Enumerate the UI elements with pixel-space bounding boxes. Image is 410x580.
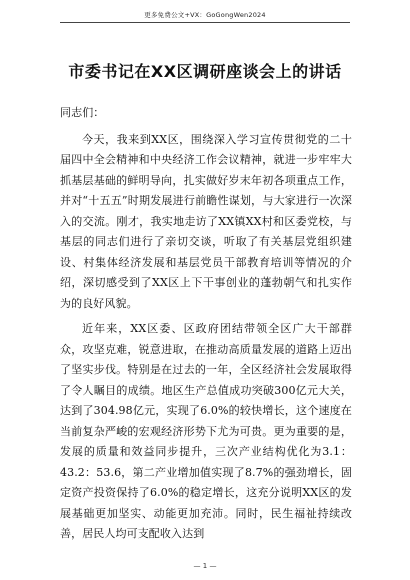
paragraph-2: 近年来，XX区委、区政府团结带领全区广大干部群众，攻坚克难，锐意进取，在推动高质量发展的道路上迈出了坚实步伐。特别是在过去的一年，全区经济社会发展取得了令人瞩目的成绩。地区生产总值成功突破300亿元大关，达到了304.98亿元，实现了6.0%的较快增长，这个速度在当前复杂严峻的宏观经济形势下尤为可贵。更为重要的是，发展的质量和效益同步提升，三次产业结构优化为3.1：43.2：53.6，第二产业增加值实现了8.7%的强劲增长，固定资产投资保持了6.0%的稳定增长，这充分说明XX区的发展基础更加坚实、动能更加充沛。同时，民生福祉持续改善，居民人均可支配收入达到 <box>60 322 352 540</box>
document-body <box>60 103 352 550</box>
salutation: 同志们： <box>60 106 105 119</box>
page-number: — 1 — <box>193 562 217 570</box>
paragraph-1: 今天，我来到XX区，围绕深入学习宣传贯彻党的二十届四中全会精神和中央经济工作会议精神，就进一步牢牢大抓基层基础的鲜明导向，扎实做好岁末年初各项重点工作，并对“十五五”时期发展进行前瞻性谋划，与大家进行一次深入的交流。刚才，我实地走访了XX镇XX村和区委党校，与基层的同志们进行了亲切交谈，听取了有关基层党组织建设、村集体经济发展和基层党员干部教育培训等情况的介绍，深切感受到了XX区上下干事创业的蓬勃朝气和扎实作为的良好风貌。 <box>60 132 352 310</box>
header-divider <box>60 22 350 23</box>
header-note: 更多免费公文+VX：GoGongWen2024 <box>144 11 266 19</box>
document-title: 市委书记在XX区调研座谈会上的讲话 <box>68 62 342 81</box>
